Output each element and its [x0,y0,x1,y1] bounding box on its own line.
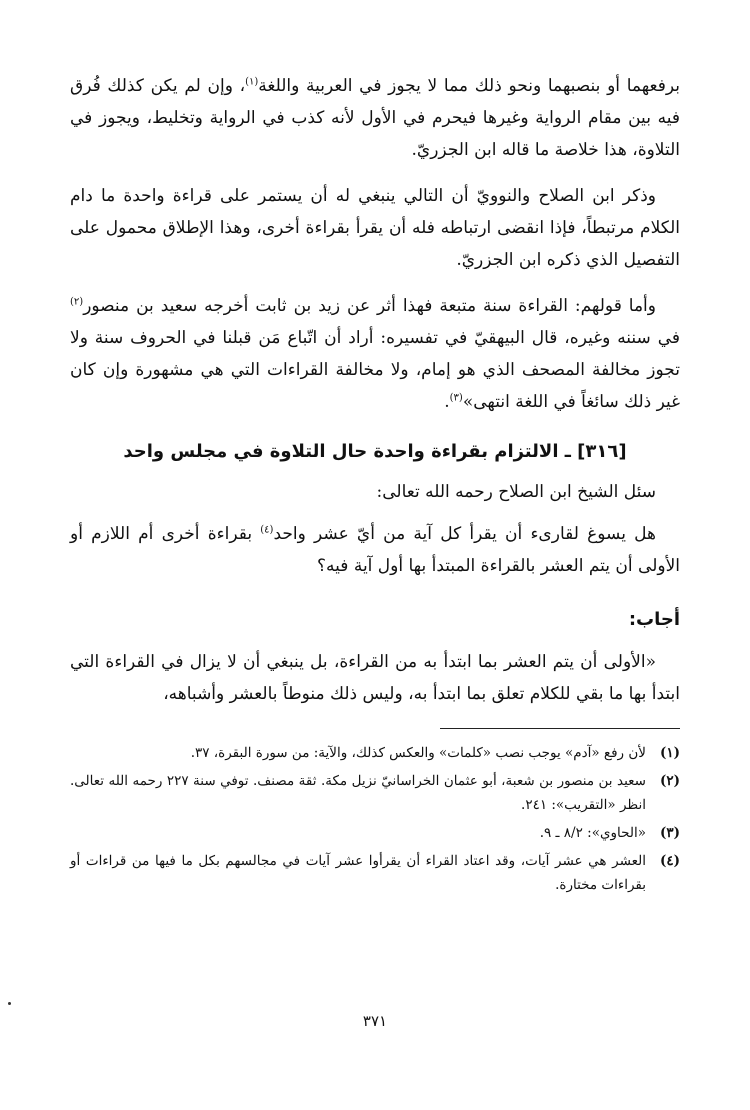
footnote-divider [440,728,680,729]
footnote-number: (٢) [659,773,680,789]
paragraph-3-text-a: وأما قولهم: القراءة سنة متبعة فهذا أثر عن زيد بن ثابت أخرجه سعيد بن منصور [83,296,656,316]
paragraph-1 [70,70,680,166]
paragraph-1-text-b: ، وإن لم يكن كذلك فُرق فيه بين مقام الرواية وغيرها فيحرم في الأول لأنه كذب في الرواية وتخليط، ويجوز في التلاوة، هذا خلاصة ما قاله ابن الجزريّ. [70,76,680,160]
footnote-text: لأن رفع «آدم» يوجب نصب «كلمات» والعكس كذلك، والآية: من سورة البقرة، ٣٧. [190,745,646,761]
paragraph-3 [70,290,680,418]
footnote-text: سعيد بن منصور بن شعبة، أبو عثمان الخراسانيّ نزيل مكة. ثقة مصنف. توفي سنة ٢٢٧ رحمه الله تعالى. انظر «التقريب»: ٢٤١. [70,773,646,813]
margin-mark [8,1002,11,1005]
footnote-item [70,849,680,897]
footnote-ref-4[interactable]: (٤) [260,524,274,536]
footnote-ref-2[interactable]: (٢) [70,296,84,308]
footnote-number: (٣) [659,825,680,841]
footnote-item [70,741,680,765]
footnote-text: العشر هي عشر آيات، وقد اعتاد القراء أن يقرأوا عشر آيات في مجالسهم بكل ما فيها من قراءات أو بقراءات مختارة. [70,853,646,893]
question-asker: سئل الشيخ ابن الصلاح رحمه الله تعالى: [376,482,656,502]
footnote-ref-3[interactable]: (٣) [449,392,463,404]
page-number: ٣٧١ [362,1012,388,1030]
paragraph-1-text-a: برفعهما أو بنصبهما ونحو ذلك مما لا يجوز في العربية واللغة [258,76,680,96]
footnote-ref-1[interactable]: (١) [245,76,259,88]
paragraph-3-text-b: في سننه وغيره، قال البيهقيّ في تفسيره: أراد أن اتّباع مَن قبلنا في الحروف سنة ولا تجوز مخالفة المصحف الذي هو إمام، ولا مخالفة القراءات التي هي مشهورة وإن كان غير ذلك سائغاً في اللغة انتهى» [70,328,680,412]
answer-text: «الأولى أن يتم العشر بما ابتدأ به من القراءة، بل ينبغي أن لا يزال في القراءة التي ابتدأ بها ما بقي للكلام تعلق بما ابتدأ به، وليس ذلك منوطاً بالعشر وأشباهه، [70,652,680,704]
footnote-text: «الحاوي»: ٨/٢ ـ ٩. [539,825,646,841]
page-body [70,70,680,901]
question-text-a: هل يسوغ لقارىء أن يقرأ كل آية من أيّ عشر واحد [273,524,656,544]
paragraph-2: وذكر ابن الصلاح والنوويّ أن التالي ينبغي له أن يستمر على قراءة واحدة ما دام الكلام مرتبطاً، فإذا انقضى ارتباطه فله أن يقرأ بقراءة أخرى، وهذا الإطلاق محمول على التفصيل الذي ذكره ابن الجزريّ. [70,186,680,270]
footnote-item [70,821,680,845]
footnote-number: (١) [659,745,680,761]
answer-label: أجاب: [628,609,680,630]
paragraph-3-text-c: . [444,392,450,412]
section-heading: [٣١٦] ـ الالتزام بقراءة واحدة حال التلاوة في مجلس واحد [123,441,627,462]
question-text [70,518,680,582]
footnote-number: (٤) [659,853,680,869]
footnotes-list [70,741,680,897]
question-text-b: بقراءة أخرى أم اللازم أو الأولى أن يتم العشر بالقراءة المبتدأ بها أول آية فيه؟ [70,524,680,576]
footnote-item [70,769,680,817]
